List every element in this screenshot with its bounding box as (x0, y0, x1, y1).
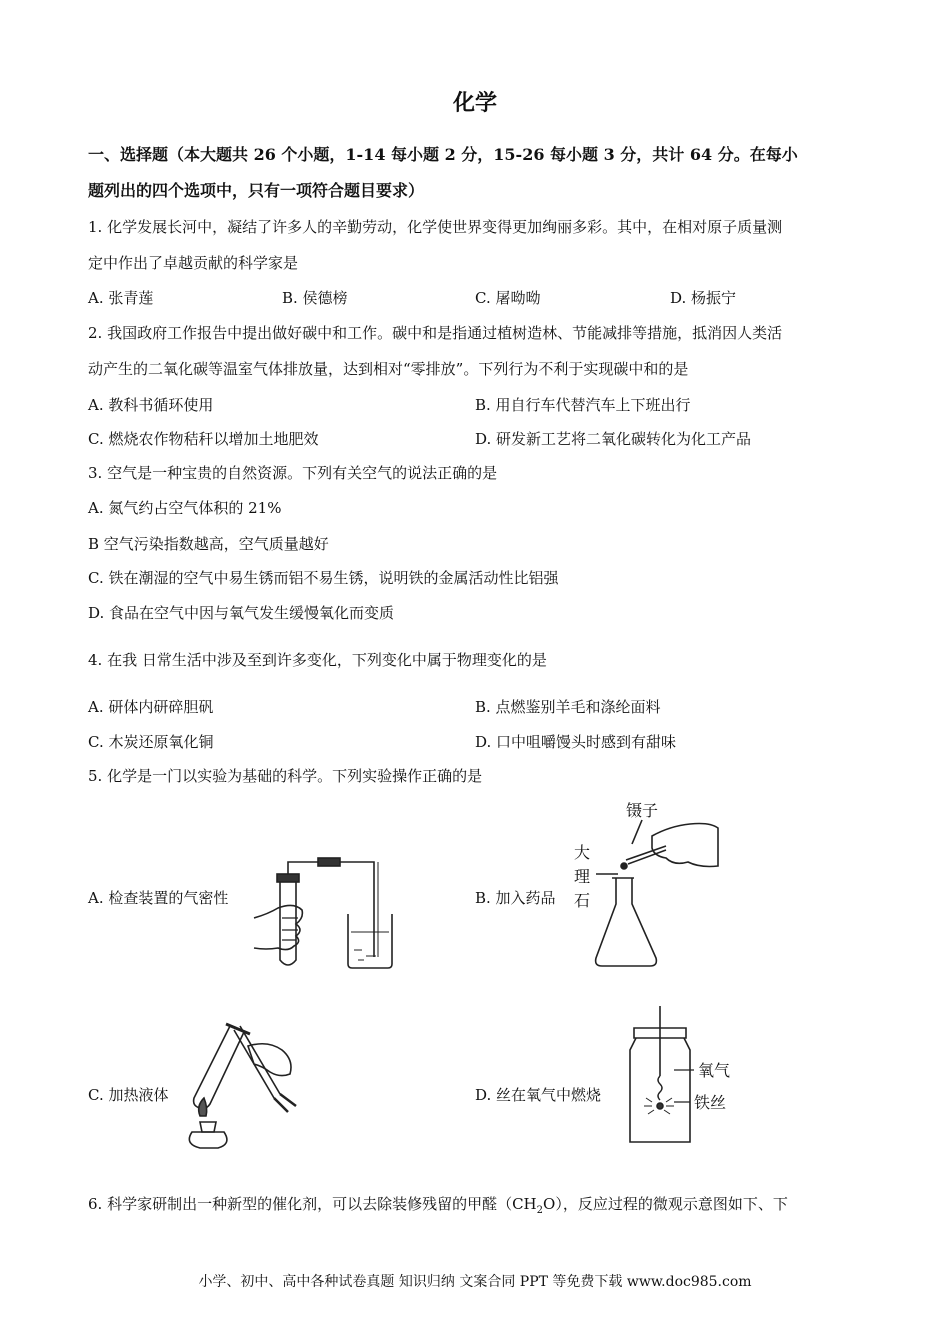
question-5-line1: 5. 化学是一门以实验为基础的科学。下列实验操作正确的是 (88, 767, 483, 785)
question-1-line2: 定中作出了卓越贡献的科学家是 (88, 254, 299, 272)
q1-option-c: C. 屠呦呦 (475, 289, 541, 307)
label-marble-3: 石 (574, 891, 591, 910)
figure-airtightness-check (248, 852, 398, 974)
label-marble-1: 大 (574, 843, 591, 862)
label-tweezers: 镊子 (626, 801, 659, 820)
page-title: 化学 (452, 90, 497, 116)
q5-option-b: B. 加入药品 (475, 889, 556, 907)
q3-option-b: B 空气污染指数越高，空气质量越好 (88, 535, 329, 553)
figure-heating-liquid (178, 1002, 308, 1154)
q4-option-d: D. 口中咀嚼馒头时感到有甜味 (475, 733, 677, 751)
section-heading-line2: 题列出的四个选项中，只有一项符合题目要求） (88, 181, 425, 200)
q2-option-d: D. 研发新工艺将二氧化碳转化为化工产品 (475, 430, 752, 448)
q4-option-b: B. 点燃鉴别羊毛和涤纶面料 (475, 698, 661, 716)
label-oxygen: 氧气 (698, 1061, 731, 1080)
section-heading-line1: 一、选择题（本大题共 26 个小题，1-14 每小题 2 分，15-26 每小题 3 分，共计 64 分。在每小 (88, 145, 798, 164)
q1-option-a: A. 张青莲 (88, 289, 154, 307)
question-2-line2: 动产生的二氧化碳等温室气体排放量，达到相对“零排放”。下列行为不利于实现碳中和的是 (88, 360, 689, 378)
q1-option-d: D. 杨振宁 (670, 289, 737, 307)
figure-adding-marble (570, 796, 720, 976)
q4-option-a: A. 研体内研碎胆矾 (88, 698, 214, 716)
q3-option-c: C. 铁在潮湿的空气中易生锈而铝不易生锈，说明铁的金属活动性比铝强 (88, 569, 559, 587)
q1-option-b: B. 侯德榜 (282, 289, 348, 307)
q2-option-b: B. 用自行车代替汽车上下班出行 (475, 396, 691, 414)
q4-option-c: C. 木炭还原氧化铜 (88, 733, 214, 751)
question-6-line1: 6. 科学家研制出一种新型的催化剂，可以去除装修残留的甲醛$(CH_2O)$，反应过程的微观示意图如下、下 (88, 1195, 788, 1216)
q5-option-a: A. 检查装置的气密性 (88, 889, 229, 907)
q5-option-d: D. 丝在氧气中燃烧 (475, 1086, 602, 1104)
label-iron-wire: 铁丝 (694, 1093, 727, 1112)
q3-option-a: A. 氮气约占空气体积的 21% (88, 499, 282, 517)
question-4-line1: 4. 在我 日常生活中涉及至到许多变化，下列变化中属于物理变化的是 (88, 651, 547, 669)
figure-iron-burning (620, 1006, 760, 1150)
q2-option-c: C. 燃烧农作物秸秆以增加土地肥效 (88, 430, 319, 448)
footer-note: 小学、初中、高中各种试卷真题 知识归纳 文案合同 PPT 等免费下载 www.doc985.com (198, 1274, 752, 1290)
question-1-line1: 1. 化学发展长河中，凝结了许多人的辛勤劳动，化学使世界变得更加绚丽多彩。其中，在相对原子质量测 (88, 218, 783, 236)
q3-option-d: D. 食品在空气中因与氧气发生缓慢氧化而变质 (88, 604, 395, 622)
label-marble-2: 理 (574, 867, 591, 886)
q2-option-a: A. 教科书循环使用 (88, 396, 214, 414)
question-2-line1: 2. 我国政府工作报告中提出做好碳中和工作。碳中和是指通过植树造林、节能减排等措施，抵消因人类活 (88, 324, 783, 342)
question-3-line1: 3. 空气是一种宝贵的自然资源。下列有关空气的说法正确的是 (88, 464, 498, 482)
q5-option-c: C. 加热液体 (88, 1086, 169, 1104)
